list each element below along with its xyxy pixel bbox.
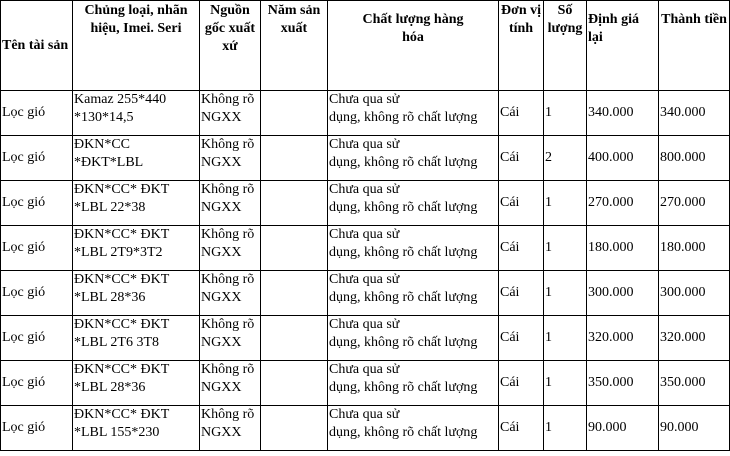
cell-quantity: 1 <box>544 316 587 361</box>
cell-type-brand-serial: ĐKN*CC* ĐKT *LBL 2T6 3T8 <box>73 316 200 361</box>
header-asset-name: Tên tài sản <box>1 1 73 91</box>
cell-revalued-price: 320.000 <box>587 316 659 361</box>
cell-asset-name: Lọc gió <box>1 361 73 406</box>
cell-type-brand-serial: ĐKN*CC* ĐKT *LBL 22*38 <box>73 181 200 226</box>
cell-asset-name: Lọc gió <box>1 136 73 181</box>
cell-manufacture-year <box>261 406 328 451</box>
header-quality: Chất lượng hàng hóa <box>328 1 499 91</box>
header-row <box>1 1 730 91</box>
cell-quality: Chưa qua sử dụng, không rõ chất lượng <box>328 226 499 271</box>
cell-revalued-price: 300.000 <box>587 271 659 316</box>
cell-revalued-price: 340.000 <box>587 91 659 136</box>
cell-manufacture-year <box>261 361 328 406</box>
cell-asset-name: Lọc gió <box>1 406 73 451</box>
cell-quantity: 1 <box>544 181 587 226</box>
cell-origin: Không rõ NGXX <box>200 316 261 361</box>
cell-revalued-price: 180.000 <box>587 226 659 271</box>
cell-unit: Cái <box>499 271 544 316</box>
cell-total: 320.000 <box>659 316 730 361</box>
cell-revalued-price: 400.000 <box>587 136 659 181</box>
cell-unit: Cái <box>499 316 544 361</box>
cell-origin: Không rõ NGXX <box>200 361 261 406</box>
table-row <box>1 316 730 361</box>
cell-unit: Cái <box>499 226 544 271</box>
cell-asset-name: Lọc gió <box>1 181 73 226</box>
header-type-brand-serial: Chủng loại, nhãn hiệu, Imei. Seri <box>73 1 200 91</box>
cell-unit: Cái <box>499 361 544 406</box>
cell-manufacture-year <box>261 226 328 271</box>
cell-quantity: 1 <box>544 271 587 316</box>
cell-quality: Chưa qua sử dụng, không rõ chất lượng <box>328 136 499 181</box>
cell-origin: Không rõ NGXX <box>200 406 261 451</box>
cell-origin: Không rõ NGXX <box>200 91 261 136</box>
table-row <box>1 406 730 451</box>
cell-manufacture-year <box>261 136 328 181</box>
cell-unit: Cái <box>499 136 544 181</box>
cell-quality: Chưa qua sử dụng, không rõ chất lượng <box>328 181 499 226</box>
cell-origin: Không rõ NGXX <box>200 136 261 181</box>
table-row <box>1 361 730 406</box>
cell-quantity: 1 <box>544 226 587 271</box>
cell-unit: Cái <box>499 91 544 136</box>
cell-revalued-price: 270.000 <box>587 181 659 226</box>
cell-manufacture-year <box>261 181 328 226</box>
cell-type-brand-serial: ĐKN*CC* ĐKT *LBL 28*36 <box>73 361 200 406</box>
cell-type-brand-serial: ĐKN*CC *ĐKT*LBL <box>73 136 200 181</box>
cell-type-brand-serial: Kamaz 255*440 *130*14,5 <box>73 91 200 136</box>
cell-total: 350.000 <box>659 361 730 406</box>
cell-origin: Không rõ NGXX <box>200 271 261 316</box>
cell-quality: Chưa qua sử dụng, không rõ chất lượng <box>328 406 499 451</box>
cell-quantity: 1 <box>544 91 587 136</box>
cell-total: 800.000 <box>659 136 730 181</box>
header-total: Thành tiền <box>659 1 730 91</box>
cell-total: 300.000 <box>659 271 730 316</box>
cell-total: 340.000 <box>659 91 730 136</box>
cell-unit: Cái <box>499 406 544 451</box>
cell-manufacture-year <box>261 91 328 136</box>
cell-quantity: 1 <box>544 361 587 406</box>
cell-quality: Chưa qua sử dụng, không rõ chất lượng <box>328 91 499 136</box>
table-row <box>1 136 730 181</box>
cell-origin: Không rõ NGXX <box>200 181 261 226</box>
header-manufacture-year: Năm sản xuất <box>261 1 328 91</box>
cell-total: 180.000 <box>659 226 730 271</box>
cell-quantity: 2 <box>544 136 587 181</box>
cell-manufacture-year <box>261 316 328 361</box>
header-quantity: Số lượng <box>544 1 587 91</box>
cell-revalued-price: 350.000 <box>587 361 659 406</box>
cell-type-brand-serial: ĐKN*CC* ĐKT *LBL 28*36 <box>73 271 200 316</box>
cell-asset-name: Lọc gió <box>1 316 73 361</box>
cell-manufacture-year <box>261 271 328 316</box>
cell-type-brand-serial: ĐKN*CC* ĐKT *LBL 155*230 <box>73 406 200 451</box>
cell-total: 270.000 <box>659 181 730 226</box>
table-row <box>1 271 730 316</box>
cell-quantity: 1 <box>544 406 587 451</box>
cell-quality: Chưa qua sử dụng, không rõ chất lượng <box>328 316 499 361</box>
table-row <box>1 181 730 226</box>
header-unit: Đơn vị tính <box>499 1 544 91</box>
cell-revalued-price: 90.000 <box>587 406 659 451</box>
header-revalued-price: Định giá lại <box>587 1 659 91</box>
table-row <box>1 91 730 136</box>
table-row <box>1 226 730 271</box>
cell-asset-name: Lọc gió <box>1 271 73 316</box>
header-origin: Nguồn gốc xuất xứ <box>200 1 261 91</box>
cell-origin: Không rõ NGXX <box>200 226 261 271</box>
cell-quality: Chưa qua sử dụng, không rõ chất lượng <box>328 271 499 316</box>
cell-quality: Chưa qua sử dụng, không rõ chất lượng <box>328 361 499 406</box>
cell-type-brand-serial: ĐKN*CC* ĐKT *LBL 2T9*3T2 <box>73 226 200 271</box>
cell-unit: Cái <box>499 181 544 226</box>
cell-total: 90.000 <box>659 406 730 451</box>
cell-asset-name: Lọc gió <box>1 226 73 271</box>
cell-asset-name: Lọc gió <box>1 91 73 136</box>
